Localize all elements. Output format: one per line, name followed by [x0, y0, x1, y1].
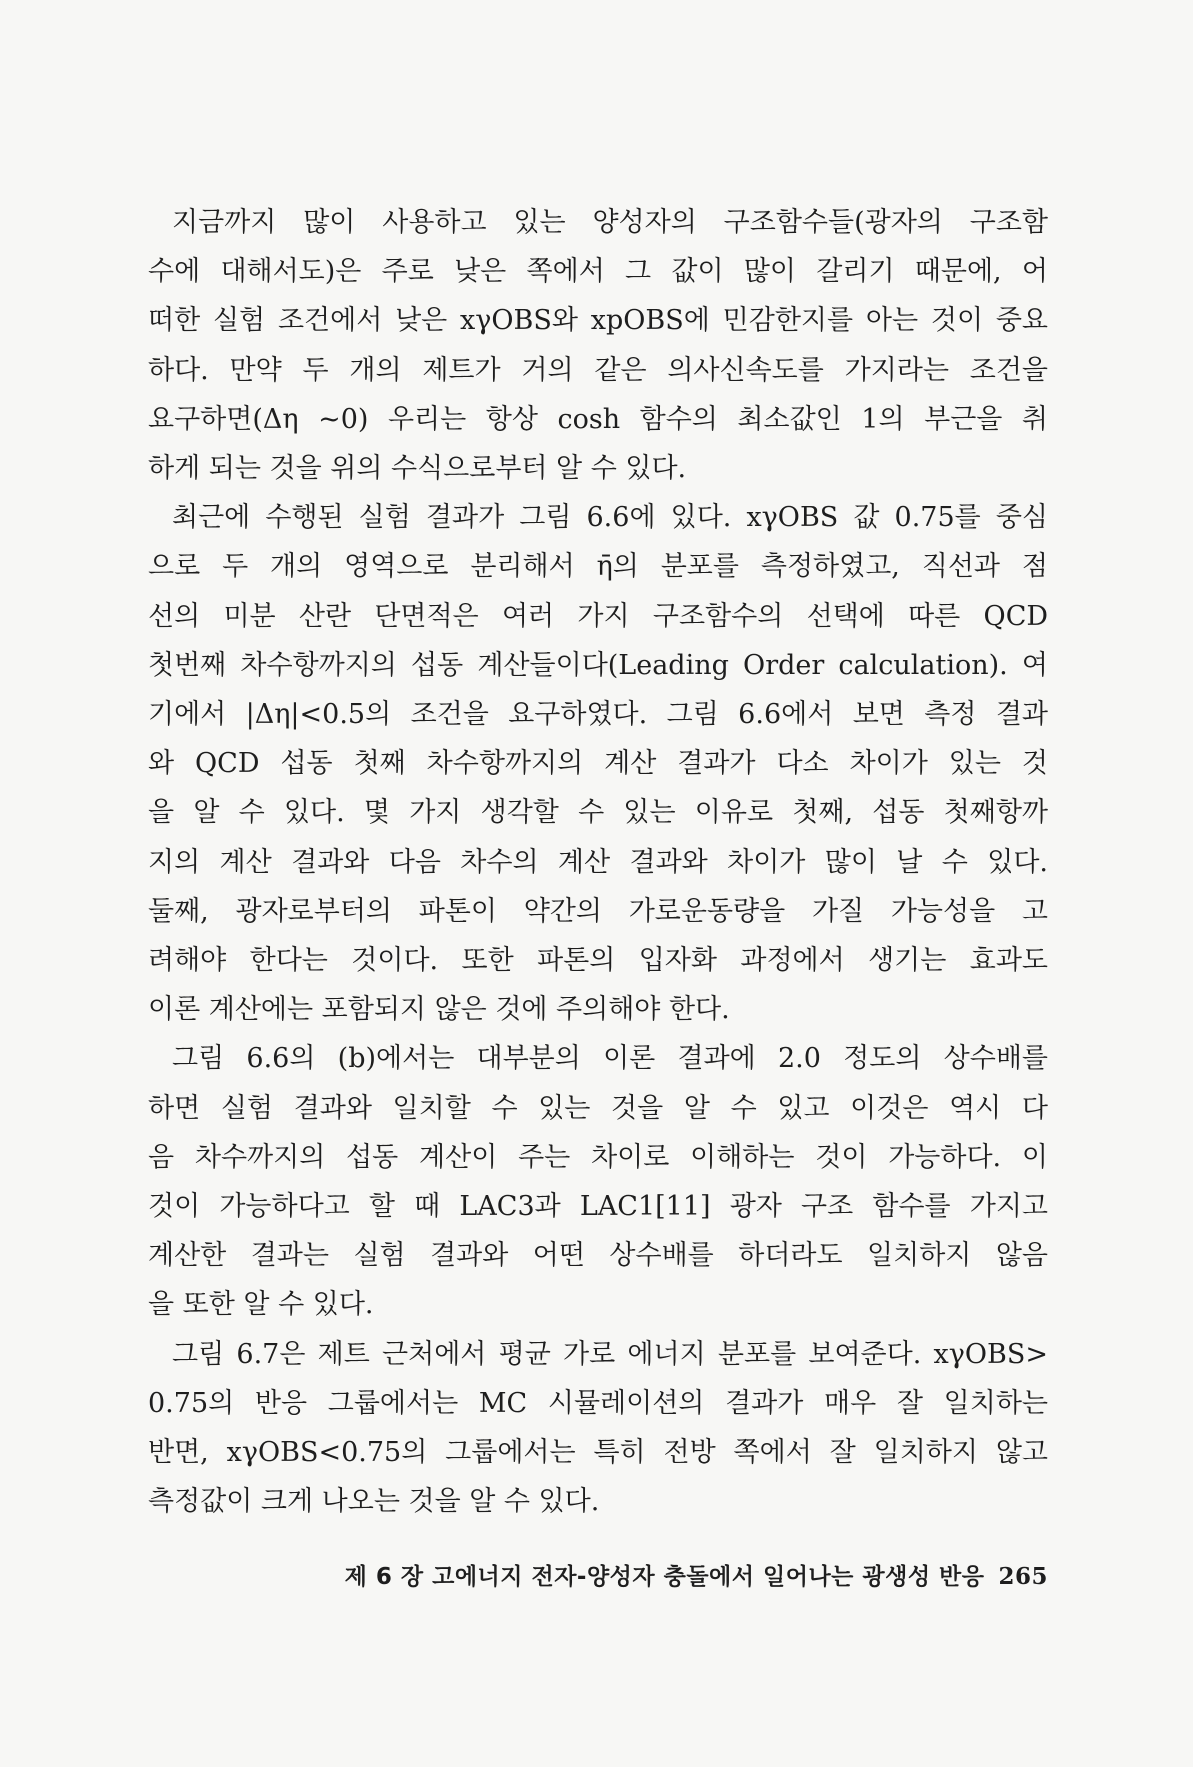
text-line: 하면 실험 결과와 일치할 수 있는 것을 알 수 있고 이것은 역시 다 [148, 1092, 1048, 1124]
text-line: 지금까지 많이 사용하고 있는 양성자의 구조함수들(광자의 구조함 [172, 207, 1048, 238]
text-line: 려해야 한다는 것이다. 또한 파톤의 입자화 과정에서 생기는 효과도 [148, 945, 1048, 977]
text-line: 하게 되는 것을 위의 수식으로부터 알 수 있다. [148, 453, 687, 485]
text-line: 와 QCD 섭동 첫째 차수항까지의 계산 결과가 다소 차이가 있는 것 [148, 748, 1048, 780]
text-line: 떠한 실험 조건에서 낮은 xγOBS와 xpOBS에 민감한지를 아는 것이 중요 [148, 305, 1048, 337]
text-line: 음 차수까지의 섭동 계산이 주는 차이로 이해하는 것이 가능하다. 이 [148, 1141, 1048, 1173]
text-line: 요구하면(Δη ~0) 우리는 항상 cosh 함수의 최소값인 1의 부근을 취 [148, 403, 1048, 435]
text-line: 둘째, 광자로부터의 파톤이 약간의 가로운동량을 가질 가능성을 고 [148, 895, 1048, 927]
paragraph-3 [148, 1034, 1048, 1329]
text-line: 하다. 만약 두 개의 제트가 거의 같은 의사신속도를 가지라는 조건을 [148, 354, 1048, 386]
text-line: 반면, xγOBS<0.75의 그룹에서는 특히 전방 쪽에서 잘 일치하지 않고 [148, 1437, 1048, 1469]
text-line: 이론 계산에는 포함되지 않은 것에 주의해야 한다. [148, 994, 730, 1026]
text-line: 첫번째 차수항까지의 섭동 계산들이다(Leading Order calculation). 여 [148, 649, 1048, 681]
text-line: 기에서 |Δη|<0.5의 조건을 요구하였다. 그림 6.6에서 보면 측정 결과 [148, 699, 1048, 731]
body-text [148, 198, 1048, 1526]
text-line: 으로 두 개의 영역으로 분리해서 η̄의 분포를 측정하였고, 직선과 점 [148, 551, 1048, 583]
text-line: 그림 6.6의 (b)에서는 대부분의 이론 결과에 2.0 정도의 상수배를 [172, 1043, 1048, 1075]
paragraph-4 [148, 1330, 1048, 1527]
chapter-title: 제 6 장 고에너지 전자-양성자 충돌에서 일어나는 광생성 반응 [344, 1564, 985, 1590]
text-line: 측정값이 크게 나오는 것을 알 수 있다. [148, 1486, 600, 1518]
text-line: 을 또한 알 수 있다. [148, 1289, 374, 1321]
text-line: 을 알 수 있다. 몇 가지 생각할 수 있는 이유로 첫째, 섭동 첫째항까 [148, 797, 1048, 829]
text-line: 최근에 수행된 실험 결과가 그림 6.6에 있다. xγOBS 값 0.75를 중심 [172, 502, 1048, 534]
text-line: 지의 계산 결과와 다음 차수의 계산 결과와 차이가 많이 날 수 있다. [148, 846, 1048, 878]
paragraph-1 [148, 198, 1048, 493]
text-line: 그림 6.7은 제트 근처에서 평균 가로 에너지 분포를 보여준다. xγOBS> [172, 1338, 1048, 1370]
text-line: 선의 미분 산란 단면적은 여러 가지 구조함수의 선택에 따른 QCD [148, 600, 1048, 632]
text-line: 계산한 결과는 실험 결과와 어떤 상수배를 하더라도 일치하지 않음 [148, 1240, 1048, 1272]
running-footer [345, 1558, 1048, 1591]
text-line: 0.75의 반응 그룹에서는 MC 시뮬레이션의 결과가 매우 잘 일치하는 [148, 1387, 1048, 1419]
text-line: 것이 가능하다고 할 때 LAC3과 LAC1[11] 광자 구조 함수를 가지고 [148, 1191, 1048, 1223]
page-number: 265 [998, 1563, 1048, 1590]
paragraph-2 [148, 493, 1048, 1034]
text-line: 수에 대해서도)은 주로 낮은 쪽에서 그 값이 많이 갈리기 때문에, 어 [148, 256, 1048, 288]
